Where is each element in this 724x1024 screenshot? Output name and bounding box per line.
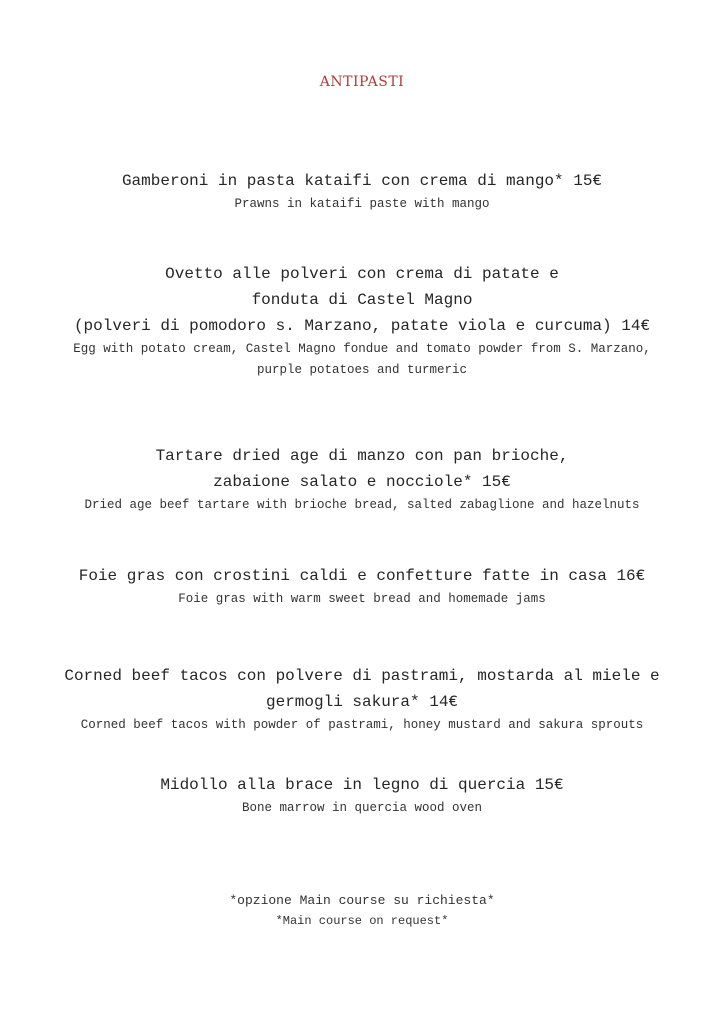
item-english-line: Dried age beef tartare with brioche bread, salted zabaglione and hazelnuts <box>84 498 640 512</box>
item-english-line: purple potatoes and turmeric <box>256 363 468 377</box>
footnote-italian: *opzione Main course su richiesta* <box>229 893 495 908</box>
menu-item-corned-beef <box>0 663 724 736</box>
menu-item-tartare <box>0 443 724 516</box>
item-english-line: Bone marrow in quercia wood oven <box>241 801 483 815</box>
footnote <box>0 890 724 932</box>
item-italian-line: Ovetto alle polveri con crema di patate e <box>165 265 559 283</box>
menu-item-foie-gras <box>0 563 724 610</box>
item-english-line: Egg with potato cream, Castel Magno fondue and tomato powder from S. Marzano, <box>73 342 651 356</box>
item-english-line: Foie gras with warm sweet bread and homemade jams <box>178 592 546 606</box>
menu-item-midollo <box>0 772 724 819</box>
item-english-line: Prawns in kataifi paste with mango <box>234 197 490 211</box>
item-italian-line: Foie gras con crostini caldi e confetture fatte in casa 16€ <box>78 567 646 585</box>
item-italian-line: germogli sakura* 14€ <box>265 693 459 711</box>
item-italian-line: (polveri di pomodoro s. Marzano, patate viola e curcuma) 14€ <box>73 317 651 335</box>
section-title: ANTIPASTI <box>319 74 405 90</box>
item-italian-line: zabaione salato e nocciole* 15€ <box>213 473 511 491</box>
menu-item-ovetto <box>0 261 724 381</box>
footnote-english: *Main course on request* <box>275 914 449 928</box>
item-italian-line: Tartare dried age di manzo con pan brioche, <box>155 447 569 465</box>
item-italian-line: Midollo alla brace in legno di quercia 15€ <box>160 776 564 794</box>
item-italian-line: Gamberoni in pasta kataifi con crema di mango* 15€ <box>121 172 603 190</box>
item-italian-line: Corned beef tacos con polvere di pastrami, mostarda al miele e <box>64 667 660 685</box>
item-english-line: Corned beef tacos with powder of pastrami, honey mustard and sakura sprouts <box>80 718 644 732</box>
item-italian-line: fonduta di Castel Magno <box>251 291 473 309</box>
menu-item-gamberoni <box>0 168 724 215</box>
